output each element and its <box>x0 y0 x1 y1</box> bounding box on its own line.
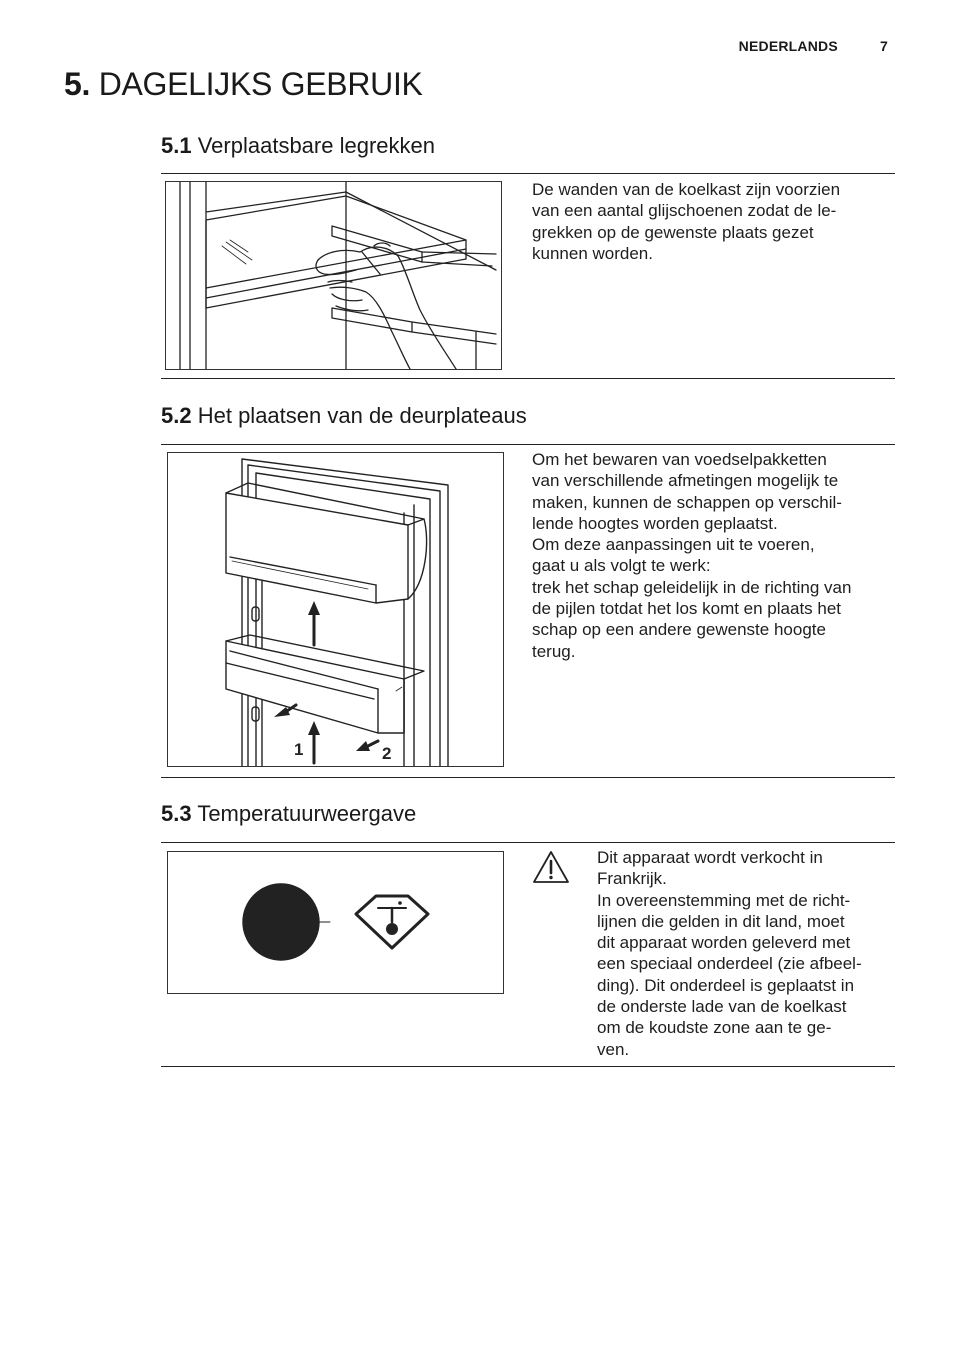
section-top-rule <box>161 842 895 843</box>
page-header <box>739 38 888 54</box>
shelf-illustration <box>165 181 502 370</box>
section-number: 5.3 <box>161 801 192 826</box>
indicator-dial-icon <box>243 884 319 960</box>
section-title-5-1 <box>161 133 435 159</box>
section-title-5-3 <box>161 801 416 827</box>
section-top-rule <box>161 444 895 445</box>
chapter-number: 5. <box>64 66 91 102</box>
section-heading: Het plaatsen van de deurplateaus <box>197 403 527 428</box>
section-heading: Temperatuurweergave <box>197 801 417 826</box>
door-shelf-illustration <box>167 452 504 767</box>
chapter-heading: DAGELIJKS GEBRUIK <box>98 66 423 102</box>
section-bottom-rule <box>161 777 895 778</box>
temperature-indicator-illustration <box>167 851 504 994</box>
thermometer-symbol-icon <box>356 896 428 948</box>
warning-triangle-icon <box>532 849 570 885</box>
section-number: 5.1 <box>161 133 192 158</box>
section-bottom-rule <box>161 378 895 379</box>
section-text-5-1: De wanden van de koelkast zijn voorzien van een aantal glijschoenen zodat de le- grekken op de gewenste plaats gezet kunnen worden. <box>532 180 841 263</box>
section-heading: Verplaatsbare legrekken <box>197 133 435 158</box>
step-1-label: 1 <box>294 740 304 759</box>
section-title-5-2 <box>161 403 527 429</box>
section-top-rule <box>161 173 895 174</box>
section-text-5-2: Om het bewaren van voedselpakketten van verschillende afmetingen mogelijk te maken, kunnen de schappen op verschil- lende hoogtes worden geplaatst. Om deze aanpassingen uit te voeren, gaat u als volgt te werk: trek het schap geleidelijk in de richting van de pijlen totdat het los komt en plaats het schap op een andere gewenste hoogte terug. <box>532 450 852 661</box>
step-2-label: 2 <box>382 744 392 763</box>
chapter-title <box>64 66 423 103</box>
section-number: 5.2 <box>161 403 192 428</box>
section-bottom-rule <box>161 1066 895 1067</box>
header-language: NEDERLANDS <box>738 38 838 54</box>
section-text-5-3: Dit apparaat wordt verkocht in Frankrijk. In overeenstemming met de richt- lijnen die gelden in dit land, moet dit apparaat worden geleverd met een speciaal onderdeel (zie afbeel- ding). Dit onderdeel is geplaatst in de onderste lade van de koelkast om de koudste zone aan te ge- ven. <box>597 848 862 1059</box>
page-number: 7 <box>880 38 888 54</box>
